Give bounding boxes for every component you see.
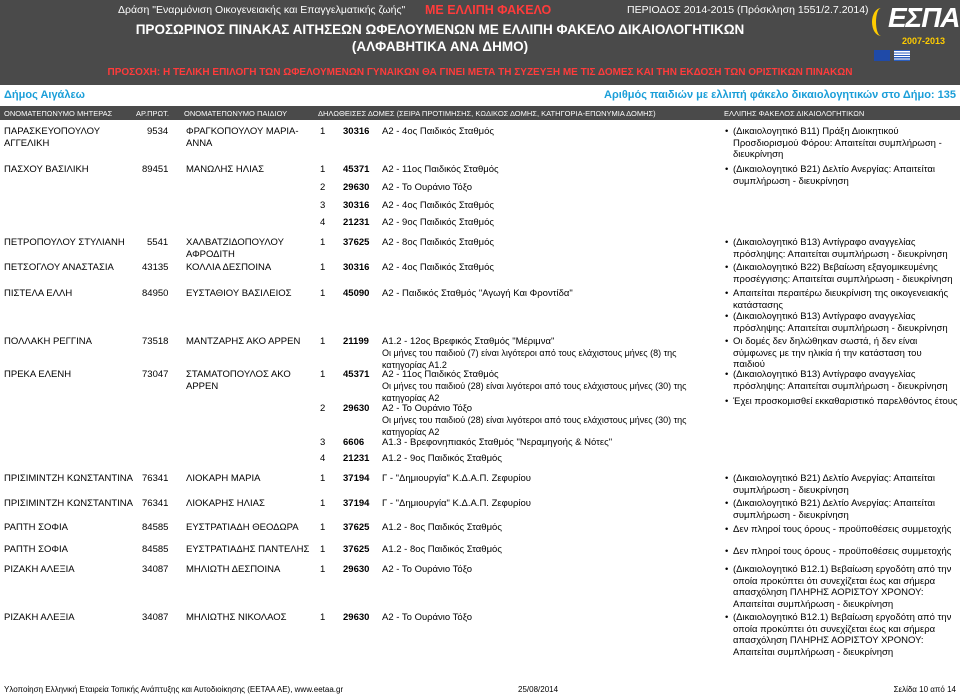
pref-structure: Α1.3 - Βρεφονηπιακός Σταθμός "Νεραμηγοής & Νότες"	[382, 437, 613, 448]
cell-child: ΚΟΛΛΙΑ ΔΕΣΠΟΙΝΑ	[186, 262, 272, 273]
pref-order: 1	[320, 473, 326, 484]
pref-structure: Α1.2 - 8ος Παιδικός Σταθμός	[382, 522, 502, 533]
cell-child: ΦΡΑΓΚΟΠΟΥΛΟΥ ΜΑΡΙΑ-ΑΝΝΑ	[186, 126, 299, 149]
pref-order: 1	[320, 369, 326, 380]
deficiency-note: • Απαιτείται περαιτέρω διευκρίνιση της οικογενειακής κατάστασης	[733, 288, 955, 311]
children-count: Αριθμός παιδιών με ελλιπή φάκελο δικαιολογητικών στο Δήμο: 135	[604, 89, 956, 101]
deficiency-note: • (Δικαιολογητικό Β21) Δελτίο Ανεργίας: Απαιτείται συμπλήρωση - διευκρίνηση	[733, 164, 955, 187]
pref-order: 1	[320, 612, 326, 623]
espa-logo	[872, 2, 960, 64]
pref-structure: Α2 - Παιδικός Σταθμός "Αγωγή Και Φροντίδα"	[382, 288, 573, 299]
cell-child: ΕΥΣΤΑΘΙΟΥ ΒΑΣΙΛΕΙΟΣ	[186, 288, 292, 299]
cell-protocol: 84950	[142, 288, 169, 299]
pref-order: 1	[320, 288, 326, 299]
pref-structure: Γ - "Δημιουργία" Κ.Δ.Α.Π. Ζεφυρίου	[382, 473, 531, 484]
period-label: ΠΕΡΙΟΔΟΣ 2014-2015 (Πρόσκληση 1551/2.7.2014)	[627, 4, 869, 16]
cell-mother: ΡΙΖΑΚΗ ΑΛΕΞΙΑ	[4, 612, 75, 623]
pref-code: 30316	[343, 126, 370, 137]
cell-mother: ΠΑΡΑΣΚΕΥΟΠΟΥΛΟΥ ΑΓΓΕΛΙΚΗ	[4, 126, 100, 149]
footer-date: 25/08/2014	[518, 685, 559, 694]
pref-code: 29630	[343, 182, 370, 193]
cell-mother: ΠΕΤΣΟΓΛΟΥ ΑΝΑΣΤΑΣΙΑ	[4, 262, 114, 273]
cell-child: ΜΑΝΩΛΗΣ ΗΛΙΑΣ	[186, 164, 264, 175]
pref-age-note: Οι μήνες του παιδιού (28) είναι λιγότεροι από τους ελάχιστους μήνες (30) της κατηγορίας Α2	[382, 415, 687, 437]
pref-code: 37625	[343, 544, 370, 555]
pref-structure: Α1.2 - 9ος Παιδικός Σταθμός	[382, 453, 502, 464]
pref-order: 2	[320, 403, 326, 414]
cell-child: ΛΙΟΚΑΡΗΣ ΗΛΙΑΣ	[186, 498, 265, 509]
pref-code: 29630	[343, 564, 370, 575]
pref-order: 4	[320, 217, 326, 228]
column-protocol: ΑΡ.ΠΡΩΤ.	[136, 109, 169, 118]
pref-structure: Α2 - 4ος Παιδικός Σταθμός	[382, 262, 494, 273]
cell-child: ΣΤΑΜΑΤΟΠΟΥΛΟΣ ΑΚΟ ΑΡΡΕΝ	[186, 369, 291, 392]
column-structures: ΔΗΛΩΘΕΙΣΕΣ ΔΟΜΕΣ (ΣΕΙΡΑ ΠΡΟΤΙΜΗΣΗΣ, ΚΩΔΙΚΟΣ ΔΟΜΗΣ, ΚΑΤΗΓΟΡΙΑ-ΕΠΩΝΥΜΙΑ ΔΟΜΗΣ)	[318, 109, 656, 118]
deficiency-note: • (Δικαιολογητικό Β12.1) Βεβαίωση εργοδότη από την οποία προκύπτει ότι συνεχίζεται έως και σήμερα απασχόληση ΠΛΗΡΗΣ ΑΟΡΙΣΤΟΥ ΧΡΟΝΟΥ: Απαιτείται συμπλήρωση - διευκρίνηση	[733, 612, 955, 658]
deficiency-note: • (Δικαιολογητικό Β13) Αντίγραφο αναγγελίας πρόσληψης: Απαιτείται συμπλήρωση - διευκρίνηση	[733, 237, 955, 260]
cell-mother: ΠΟΛΛΑΚΗ ΡΕΓΓΙΝΑ	[4, 336, 92, 347]
pref-structure: Α2 - Το Ουράνιο Τόξο	[382, 182, 472, 193]
deficiency-note: • (Δικαιολογητικό Β21) Δελτίο Ανεργίας: Απαιτείται συμπλήρωση - διευκρίνηση	[733, 498, 955, 521]
pref-structure: Α2 - Το Ουράνιο Τόξο	[382, 403, 472, 414]
cell-protocol: 34087	[142, 564, 169, 575]
deficiency-note: • Δεν πληροί τους όρους - προϋποθέσεις συμμετοχής	[733, 524, 955, 536]
pref-structure: Α2 - 11ος Παιδικός Σταθμός	[382, 164, 499, 175]
document-title: ΠΡΟΣΩΡΙΝΟΣ ΠΙΝΑΚΑΣ ΑΙΤΗΣΕΩΝ ΩΦΕΛΟΥΜΕΝΩΝ ΜΕ ΕΛΛΙΠΗ ΦΑΚΕΛΟ ΔΙΚΑΙΟΛΟΓΗΤΙΚΩΝ	[135, 22, 745, 37]
cell-child: ΜΗΛΙΩΤΗΣ ΝΙΚΟΛΑΟΣ	[186, 612, 287, 623]
pref-structure: Α2 - 11ος Παιδικός Σταθμός	[382, 369, 499, 380]
programme-name: Δράση "Εναρμόνιση Οικογενειακής και Επαγγελματικής ζωής"	[118, 4, 406, 16]
column-child: ΟΝΟΜΑΤΕΠΩΝΥΜΟ ΠΑΙΔΙΟΥ	[184, 109, 288, 118]
pref-structure: Α2 - 9ος Παιδικός Σταθμός	[382, 217, 494, 228]
cell-protocol: 89451	[142, 164, 169, 175]
pref-code: 21231	[343, 453, 370, 464]
deficiency-note: • (Δικαιολογητικό Β13) Αντίγραφο αναγγελίας πρόσληψης: Απαιτείται συμπλήρωση - διευκρίνηση	[733, 369, 955, 392]
pref-structure: Α2 - 4ος Παιδικός Σταθμός	[382, 200, 494, 211]
deficiency-note: • (Δικαιολογητικό Β22) Βεβαίωση εξαγομικευμένης προσέγγισης: Απαιτείται συμπλήρωση - διευκρίνηση	[733, 262, 955, 285]
cell-protocol: 76341	[142, 473, 169, 484]
table-header	[0, 106, 960, 120]
deficiency-note: • (Δικαιολογητικό Β13) Αντίγραφο αναγγελίας πρόσληψης: Απαιτείται συμπλήρωση - διευκρίνηση	[733, 311, 955, 334]
cell-child: ΛΙΟΚΑΡΗ ΜΑΡΙΑ	[186, 473, 261, 484]
pref-code: 37625	[343, 522, 370, 533]
pref-code: 37194	[343, 498, 370, 509]
cell-child: ΜΑΝΤΖΑΡΗΣ ΑΚΟ ΑΡΡΕΝ	[186, 336, 301, 347]
file-status-label: ΜΕ ΕΛΛΙΠΗ ΦΑΚΕΛΟ	[425, 3, 552, 17]
cell-protocol: 9534	[147, 126, 169, 137]
cell-child: ΜΗΛΙΩΤΗ ΔΕΣΠΟΙΝΑ	[186, 564, 281, 575]
pref-age-note: Οι μήνες του παιδιού (28) είναι λιγότεροι από τους ελάχιστους μήνες (30) της κατηγορίας Α2	[382, 381, 687, 403]
pref-code: 30316	[343, 262, 370, 273]
column-mother: ΟΝΟΜΑΤΕΠΩΝΥΜΟ ΜΗΤΕΡΑΣ	[4, 109, 113, 118]
pref-code: 21199	[343, 336, 369, 347]
pref-structure: Α2 - Το Ουράνιο Τόξο	[382, 612, 472, 623]
cell-protocol: 84585	[142, 544, 169, 555]
pref-order: 3	[320, 437, 326, 448]
document-footer	[0, 682, 960, 697]
pref-order: 1	[320, 237, 326, 248]
pref-code: 29630	[343, 612, 370, 623]
pref-code: 21231	[343, 217, 370, 228]
cell-child: ΧΑΛΒΑΤΖΙΔΟΠΟΥΛΟΥ ΑΦΡΟΔΙΤΗ	[186, 237, 284, 260]
cell-protocol: 5541	[147, 237, 169, 248]
cell-mother: ΡΑΠΤΗ ΣΟΦΙΑ	[4, 522, 68, 533]
pref-order: 1	[320, 544, 326, 555]
pref-order: 1	[320, 564, 326, 575]
pref-code: 45371	[343, 164, 370, 175]
pref-structure: Α2 - Το Ουράνιο Τόξο	[382, 564, 472, 575]
cell-mother: ΠΕΤΡΟΠΟΥΛΟΥ ΣΤΥΛΙΑΝΗ	[4, 237, 125, 248]
table-body	[0, 120, 960, 678]
eu-flag-icon	[874, 50, 890, 61]
pref-structure: Α1.2 - 8ος Παιδικός Σταθμός	[382, 544, 502, 555]
municipality-bar	[0, 85, 960, 105]
logo-years: 2007-2013	[902, 36, 946, 46]
header-top-line	[0, 3, 960, 17]
warning-notice: ΠΡΟΣΟΧΗ: Η ΤΕΛΙΚΗ ΕΠΙΛΟΓΗ ΤΩΝ ΩΦΕΛΟΥΜΕΝΩΝ ΓΥΝΑΙΚΩΝ ΘΑ ΓΙΝΕΙ ΜΕΤΑ ΤΗ ΣΥΖΕΥΞΗ ΜΕ ΤΙΣ ΔΟΜΕΣ ΚΑΙ ΤΗΝ ΕΚΔΟΣΗ ΤΩΝ ΟΡΙΣΤΙΚΩΝ ΠΙΝΑΚΩΝ	[107, 67, 853, 78]
footer-page-number: Σελίδα 10 από 14	[893, 685, 956, 694]
cell-protocol: 34087	[142, 612, 169, 623]
cell-protocol: 73518	[142, 336, 169, 347]
pref-code: 37625	[343, 237, 370, 248]
pref-code: 45090	[343, 288, 370, 299]
pref-order: 3	[320, 200, 326, 211]
pref-structure: Γ - "Δημιουργία" Κ.Δ.Α.Π. Ζεφυρίου	[382, 498, 531, 509]
pref-order: 4	[320, 453, 326, 464]
pref-order: 2	[320, 182, 326, 193]
deficiency-note: • Οι δομές δεν δηλώθηκαν σωστά, ή δεν είναι σύμφωνες με την ηλικία ή την κατάσταση του παιδιού	[733, 336, 955, 371]
column-deficiency: ΕΛΛΙΠΗΣ ΦΑΚΕΛΟΣ ΔΙΚΑΙΟΛΟΓΗΤΙΚΩΝ	[724, 109, 865, 118]
cell-protocol: 73047	[142, 369, 169, 380]
pref-structure: Α2 - 8ος Παιδικός Σταθμός	[382, 237, 494, 248]
pref-order: 1	[320, 164, 326, 175]
deficiency-note: • Δεν πληροί τους όρους - προϋποθέσεις συμμετοχής	[733, 546, 955, 558]
logo-name: ΕΣΠΑ	[888, 2, 960, 33]
cell-mother: ΡΙΖΑΚΗ ΑΛΕΞΙΑ	[4, 564, 75, 575]
deficiency-note: • (Δικαιολογητικό Β21) Δελτίο Ανεργίας: Απαιτείται συμπλήρωση - διευκρίνηση	[733, 473, 955, 496]
pref-structure: Α1.2 - 12ος Βρεφικός Σταθμός "Μέριμνα"	[382, 336, 555, 347]
footer-agency: Υλοποίηση Ελληνική Εταιρεία Τοπικής Ανάπτυξης και Αυτοδιοίκησης (ΕΕΤΑΑ ΑΕ), www.eetaa.gr	[4, 685, 344, 694]
cell-mother: ΠΙΣΤΕΛΑ ΕΛΛΗ	[4, 288, 73, 299]
cell-mother: ΠΡΙΣΙΜΙΝΤΖΗ ΚΩΝΣΤΑΝΤΙΝΑ	[4, 498, 133, 509]
cell-child: ΕΥΣΤΡΑΤΙΑΔΗ ΘΕΟΔΩΡΑ	[186, 522, 299, 533]
pref-code: 30316	[343, 200, 370, 211]
cell-mother: ΠΡΙΣΙΜΙΝΤΖΗ ΚΩΝΣΤΑΝΤΙΝΑ	[4, 473, 133, 484]
document-header	[0, 0, 960, 85]
pref-code: 45371	[343, 369, 370, 380]
cell-mother: ΠΑΣΧΟΥ ΒΑΣΙΛΙΚΗ	[4, 164, 89, 175]
cell-protocol: 43135	[142, 262, 169, 273]
greek-flag-icon	[894, 50, 910, 61]
pref-order: 1	[320, 498, 326, 509]
cell-protocol: 84585	[142, 522, 169, 533]
cell-child: ΕΥΣΤΡΑΤΙΑΔΗΣ ΠΑΝΤΕΛΗΣ	[186, 544, 310, 555]
deficiency-note: • Έχει προσκομισθεί εκκαθαριστικό παρελθόντος έτους	[733, 396, 958, 408]
pref-order: 1	[320, 522, 326, 533]
document-subtitle: (ΑΛΦΑΒΗΤΙΚΑ ΑΝΑ ΔΗΜΟ)	[351, 39, 529, 54]
pref-age-note: Οι μήνες του παιδιού (7) είναι λιγότεροι από τους ελάχιστους μήνες (8) της κατηγορίας Α1.2	[382, 348, 677, 370]
pref-code: 6606	[343, 437, 365, 448]
municipality-name: Δήμος Αιγάλεω	[4, 89, 85, 101]
deficiency-note: • (Δικαιολογητικό Β11) Πράξη Διοικητικού Προσδιορισμού Φόρου: Απαιτείται συμπλήρωση - διευκρίνηση	[733, 126, 955, 161]
pref-code: 37194	[343, 473, 370, 484]
pref-order: 1	[320, 262, 326, 273]
pref-structure: Α2 - 4ος Παιδικός Σταθμός	[382, 126, 494, 137]
deficiency-note: • (Δικαιολογητικό Β12.1) Βεβαίωση εργοδότη από την οποία προκύπτει ότι συνεχίζεται έως και σήμερα απασχόληση ΠΛΗΡΗΣ ΑΟΡΙΣΤΟΥ ΧΡΟΝΟΥ: Απαιτείται συμπλήρωση - διευκρίνηση	[733, 564, 955, 610]
pref-order: 1	[320, 336, 326, 347]
cell-protocol: 76341	[142, 498, 169, 509]
cell-mother: ΠΡΕΚΑ ΕΛΕΝΗ	[4, 369, 72, 380]
pref-code: 29630	[343, 403, 370, 414]
cell-mother: ΡΑΠΤΗ ΣΟΦΙΑ	[4, 544, 68, 555]
pref-order: 1	[320, 126, 326, 137]
